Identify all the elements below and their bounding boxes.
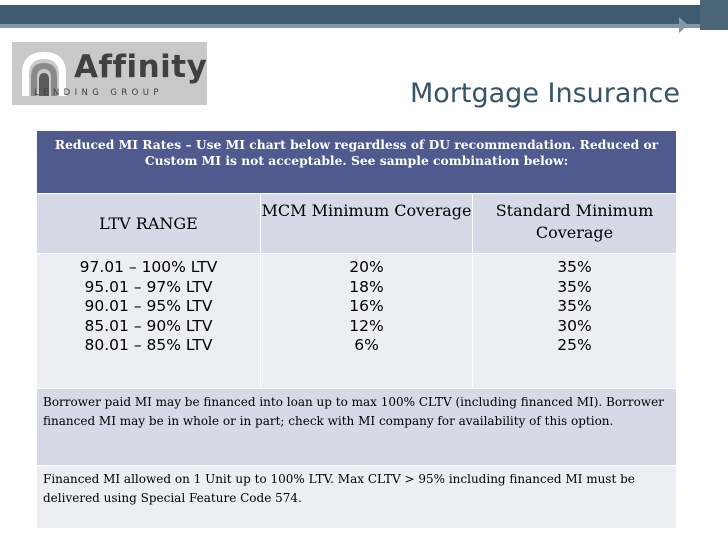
mcm-minimum-item: 18% [349, 277, 384, 296]
table-header-row [37, 131, 677, 194]
data-row [37, 254, 677, 389]
top-band-accent [0, 24, 700, 28]
top-band-endcap [700, 0, 728, 30]
mi-rates-table [36, 130, 677, 529]
standard-minimum-item: 35% [557, 258, 592, 276]
ltv-range-item: 95.01 – 97% LTV [84, 277, 213, 296]
standard-minimum-item: 35% [557, 277, 592, 296]
ltv-range-item: 90.01 – 95% LTV [84, 297, 213, 315]
ltv-range-item: 97.01 – 100% LTV [79, 258, 218, 276]
mcm-minimum-cell [261, 254, 473, 389]
top-band [0, 5, 700, 24]
column-header-mcm [261, 194, 473, 254]
mcm-minimum-item: 20% [349, 258, 384, 276]
ltv-range-item: 85.01 – 90% LTV [84, 316, 213, 335]
standard-minimum-item: 35% [557, 297, 592, 315]
arrow-icon [679, 17, 688, 33]
column-header-row [37, 194, 677, 254]
standard-minimum-cell [473, 254, 677, 389]
logo-wordmark: Affinity [74, 49, 208, 85]
ltv-note: Financed MI allowed on 1 Unit up to 100% LTV. Max CLTV > 95% including financed MI must be delivered using Special Feature Code 574. [37, 466, 677, 529]
column-header-standard-label: Standard Minimum Coverage [495, 201, 654, 242]
logo-tagline: LENDING GROUP [34, 88, 163, 98]
company-logo [12, 42, 207, 105]
column-header-ltv-range: LTV RANGE [37, 194, 261, 254]
ltv-range-item: 80.01 – 85% LTV [84, 336, 213, 354]
mcm-minimum-item: 12% [349, 316, 384, 335]
ltv-range-cell [37, 254, 261, 389]
mcm-minimum-item: 16% [349, 297, 384, 315]
column-header-standard [473, 194, 677, 254]
note-row-2 [37, 466, 677, 529]
column-header-mcm-label: MCM Minimum Coverage [261, 201, 472, 220]
financing-note: Borrower paid MI may be financed into loan up to max 100% CLTV (including financed MI). Borrower financed MI may be in whole or in part; check with MI company for availability of this option. [37, 389, 677, 466]
page-title: Mortgage Insurance [410, 78, 680, 109]
table-header: Reduced MI Rates – Use MI chart below regardless of DU recommendation. Reduced or Custom MI is not acceptable. See sample combination below: [37, 131, 677, 194]
mcm-minimum-item: 6% [354, 336, 379, 354]
top-decorative-bar [0, 0, 728, 24]
standard-minimum-item: 25% [557, 336, 592, 354]
standard-minimum-item: 30% [557, 316, 592, 335]
note-row-1 [37, 389, 677, 466]
